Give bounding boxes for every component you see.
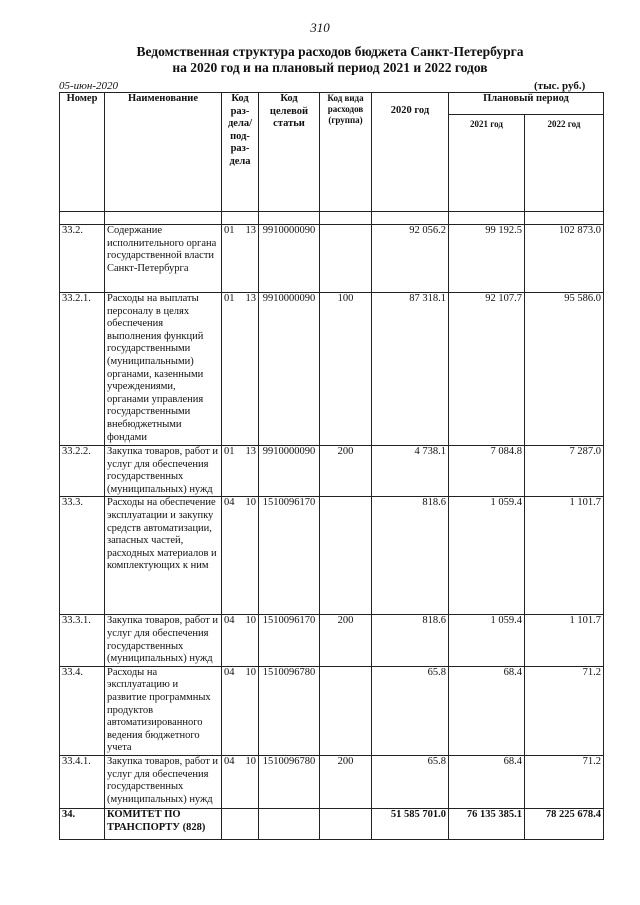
table-row xyxy=(60,755,604,808)
title-line-1: Ведомственная структура расходов бюджета Санкт-Петербурга xyxy=(136,44,524,59)
table-row xyxy=(60,497,604,615)
row-value-2022: 95 586.0 xyxy=(525,293,604,446)
row-name: Расходы на эксплуатацию и развитие программных продуктов автоматизированного ведения бюджетного учета xyxy=(105,666,222,755)
row-target-code: 1510096170 xyxy=(259,497,320,615)
row-number: 33.2. xyxy=(60,225,105,293)
row-section-code xyxy=(222,808,259,839)
table-row xyxy=(60,225,604,293)
section-code: 01 xyxy=(224,225,235,236)
row-value-2022: 71.2 xyxy=(525,755,604,808)
table-row xyxy=(60,446,604,497)
row-target-code: 1510096780 xyxy=(259,666,320,755)
row-name: Закупка товаров, работ и услуг для обеспечения государственных (муниципальных) нужд xyxy=(105,446,222,497)
row-value-2020: 65.8 xyxy=(372,666,449,755)
row-number: 33.2.1. xyxy=(60,293,105,446)
row-target-code: 9910000090 xyxy=(259,225,320,293)
table-row xyxy=(60,615,604,666)
row-expense-type xyxy=(320,225,372,293)
header-planned-period: Плановый период xyxy=(449,93,604,115)
row-value-2021: 1 059.4 xyxy=(449,497,525,615)
row-value-2022: 1 101.7 xyxy=(525,497,604,615)
row-name: Закупка товаров, работ и услуг для обеспечения государственных (муниципальных) нужд xyxy=(105,755,222,808)
row-value-2022: 102 873.0 xyxy=(525,225,604,293)
subsection-code: 13 xyxy=(245,225,256,236)
row-name: КОМИТЕТ ПО ТРАНСПОРТУ (828) xyxy=(105,808,222,839)
row-number: 33.2.2. xyxy=(60,446,105,497)
header-expense-type: Код вида расходов (группа) xyxy=(320,93,372,212)
row-name: Расходы на обеспечение эксплуатации и закупку средств автоматизации, запасных частей, расходных материалов и комплектующих к ним xyxy=(105,497,222,615)
row-expense-type xyxy=(320,666,372,755)
budget-table xyxy=(59,92,604,840)
row-target-code: 9910000090 xyxy=(259,293,320,446)
row-expense-type xyxy=(320,808,372,839)
document-date: 05-июн-2020 xyxy=(59,80,119,92)
row-number: 33.4. xyxy=(60,666,105,755)
table-row xyxy=(60,808,604,839)
row-expense-type: 100 xyxy=(320,293,372,446)
subsection-code: 10 xyxy=(245,497,256,509)
table-header xyxy=(60,93,604,225)
row-section-code xyxy=(222,293,259,446)
table-row xyxy=(60,666,604,755)
row-value-2020: 87 318.1 xyxy=(372,293,449,446)
row-value-2021: 68.4 xyxy=(449,666,525,755)
row-value-2022: 1 101.7 xyxy=(525,615,604,666)
subsection-code: 13 xyxy=(245,446,256,457)
row-number: 33.3.1. xyxy=(60,615,105,666)
row-value-2022: 7 287.0 xyxy=(525,446,604,497)
header-2020: 2020 год xyxy=(372,93,449,212)
row-name: Содержание исполнительного органа государственной власти Санкт-Петербурга xyxy=(105,225,222,293)
row-value-2020: 51 585 701.0 xyxy=(372,808,449,839)
row-target-code: 9910000090 xyxy=(259,446,320,497)
row-value-2020: 4 738.1 xyxy=(372,446,449,497)
units-label: (тыс. руб.) xyxy=(534,80,586,92)
section-code: 01 xyxy=(224,293,235,304)
row-section-code xyxy=(222,497,259,615)
row-number: 33.4.1. xyxy=(60,755,105,808)
header-2022: 2022 год xyxy=(525,115,604,212)
section-code: 04 xyxy=(224,666,235,678)
row-target-code: 1510096170 xyxy=(259,615,320,666)
row-value-2021: 7 084.8 xyxy=(449,446,525,497)
header-2021: 2021 год xyxy=(449,115,525,212)
row-value-2020: 65.8 xyxy=(372,755,449,808)
row-section-code xyxy=(222,225,259,293)
subsection-code: 13 xyxy=(245,293,256,304)
header-target-code: Код целевой статьи xyxy=(259,93,320,212)
row-value-2022: 78 225 678.4 xyxy=(525,808,604,839)
row-value-2021: 92 107.7 xyxy=(449,293,525,446)
row-value-2020: 818.6 xyxy=(372,497,449,615)
row-value-2021: 99 192.5 xyxy=(449,225,525,293)
row-value-2020: 92 056.2 xyxy=(372,225,449,293)
section-code: 01 xyxy=(224,446,235,457)
row-expense-type: 200 xyxy=(320,755,372,808)
header-section-code: Код раз- дела/ под- раз- дела xyxy=(222,93,259,212)
row-name: Расходы на выплаты персоналу в целях обеспечения выполнения функций государственными (муниципальными) органами, казенными учреждениями, органами управления государственными внебюджетными фондами xyxy=(105,293,222,446)
subsection-code: 10 xyxy=(245,755,256,767)
row-number: 34. xyxy=(60,808,105,839)
title-line-2: на 2020 год и на плановый период 2021 и 2022 годов xyxy=(172,60,488,75)
section-code: 04 xyxy=(224,497,235,509)
page-number: 310 xyxy=(310,20,330,35)
row-section-code xyxy=(222,755,259,808)
row-expense-type xyxy=(320,497,372,615)
subsection-code: 10 xyxy=(245,615,256,627)
header-name: Наименование xyxy=(105,93,222,212)
row-number: 33.3. xyxy=(60,497,105,615)
row-section-code xyxy=(222,666,259,755)
row-value-2022: 71.2 xyxy=(525,666,604,755)
header-number: Номер xyxy=(60,93,105,212)
row-name: Закупка товаров, работ и услуг для обеспечения государственных (муниципальных) нужд xyxy=(105,615,222,666)
row-value-2021: 76 135 385.1 xyxy=(449,808,525,839)
table-row xyxy=(60,293,604,446)
section-code: 04 xyxy=(224,615,235,627)
row-target-code xyxy=(259,808,320,839)
table-body xyxy=(60,225,604,840)
row-expense-type: 200 xyxy=(320,615,372,666)
row-target-code: 1510096780 xyxy=(259,755,320,808)
section-code: 04 xyxy=(224,755,235,767)
row-section-code xyxy=(222,615,259,666)
row-expense-type: 200 xyxy=(320,446,372,497)
row-value-2021: 1 059.4 xyxy=(449,615,525,666)
row-value-2020: 818.6 xyxy=(372,615,449,666)
page-title xyxy=(60,44,600,76)
subsection-code: 10 xyxy=(245,666,256,678)
row-section-code xyxy=(222,446,259,497)
row-value-2021: 68.4 xyxy=(449,755,525,808)
